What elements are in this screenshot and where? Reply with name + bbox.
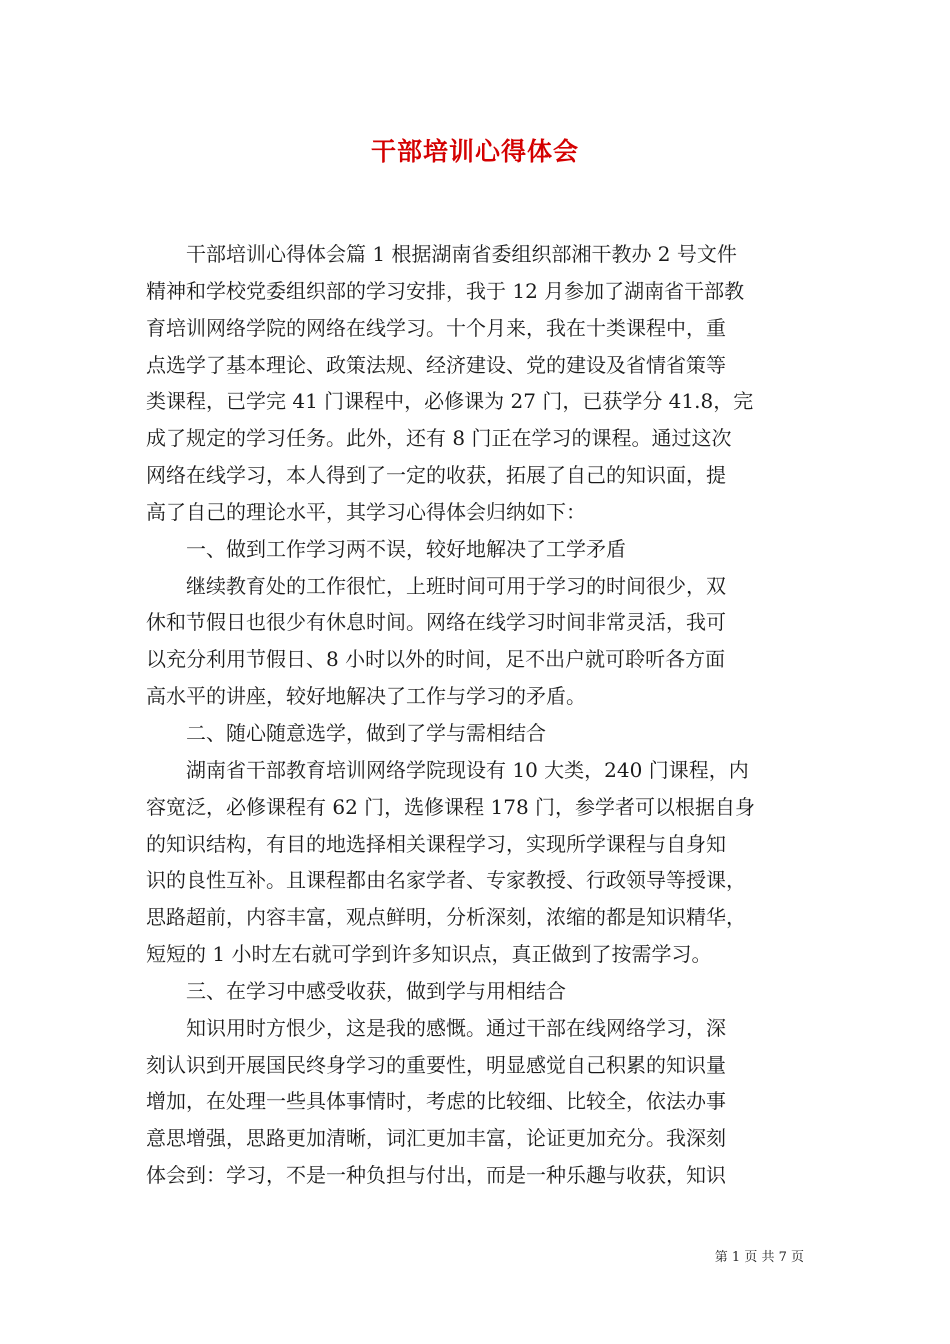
paragraph-line: 短短的 1 小时左右就可学到许多知识点，真正做到了按需学习。 [146, 942, 712, 967]
paragraph-line: 容宽泛，必修课程有 62 门，选修课程 178 门，参学者可以根据自身 [146, 794, 756, 819]
paragraph-line: 精神和学校党委组织部的学习安排，我于 12 月参加了湖南省干部教 [146, 278, 745, 303]
section-heading: 三、在学习中感受收获，做到学与用相结合 [186, 978, 566, 1003]
paragraph-line: 增加，在处理一些具体事情时，考虑的比较细、比较全，依法办事 [146, 1089, 726, 1114]
paragraph-line: 育培训网络学院的网络在线学习。十个月来，我在十类课程中，重 [146, 315, 726, 340]
paragraph-line: 点选学了基本理论、政策法规、经济建设、党的建设及省情省策等 [146, 352, 726, 377]
paragraph-line: 知识用时方恨少，这是我的感慨。通过干部在线网络学习，深 [186, 1015, 726, 1040]
document-title: 干部培训心得体会 [370, 137, 579, 166]
paragraph-line: 高了自己的理论水平，其学习心得体会归纳如下： [146, 499, 586, 524]
paragraph-line: 高水平的讲座，较好地解决了工作与学习的矛盾。 [146, 684, 586, 709]
paragraph-line: 湖南省干部教育培训网络学院现设有 10 大类，240 门课程，内 [186, 757, 749, 782]
paragraph-line: 意思增强，思路更加清晰，词汇更加丰富，论证更加充分。我深刻 [146, 1126, 726, 1151]
paragraph-line: 以充分利用节假日、8 小时以外的时间，足不出户就可聆听各方面 [146, 647, 726, 672]
paragraph-line: 干部培训心得体会篇 1 根据湖南省委组织部湘干教办 2 号文件 [186, 242, 737, 266]
section-heading: 二、随心随意选学，做到了学与需相结合 [186, 720, 546, 745]
paragraph-line: 网络在线学习，本人得到了一定的收获，拓展了自己的知识面，提 [146, 463, 726, 488]
paragraph-line: 刻认识到开展国民终身学习的重要性，明显感觉自己积累的知识量 [146, 1052, 726, 1077]
page-number-footer: 第 1 页 共 7 页 [714, 1250, 804, 1265]
paragraph-line: 识的良性互补。且课程都由名家学者、专家教授、行政领导等授课， [146, 868, 746, 893]
paragraph-line: 体会到：学习，不是一种负担与付出，而是一种乐趣与收获，知识 [146, 1163, 726, 1188]
paragraph-line: 继续教育处的工作很忙，上班时间可用于学习的时间很少，双 [186, 573, 726, 598]
section-heading: 一、做到工作学习两不误，较好地解决了工学矛盾 [186, 536, 626, 561]
paragraph-line: 思路超前，内容丰富，观点鲜明，分析深刻，浓缩的都是知识精华， [146, 905, 746, 930]
paragraph-line: 类课程，已学完 41 门课程中，必修课为 27 门，已获学分 41.8，完 [146, 389, 754, 414]
paragraph-line: 成了规定的学习任务。此外，还有 8 门正在学习的课程。通过这次 [146, 426, 732, 451]
paragraph-line: 休和节假日也很少有休息时间。网络在线学习时间非常灵活，我可 [146, 610, 726, 635]
paragraph-line: 的知识结构，有目的地选择相关课程学习，实现所学课程与自身知 [146, 831, 726, 856]
document-body [146, 236, 806, 1194]
